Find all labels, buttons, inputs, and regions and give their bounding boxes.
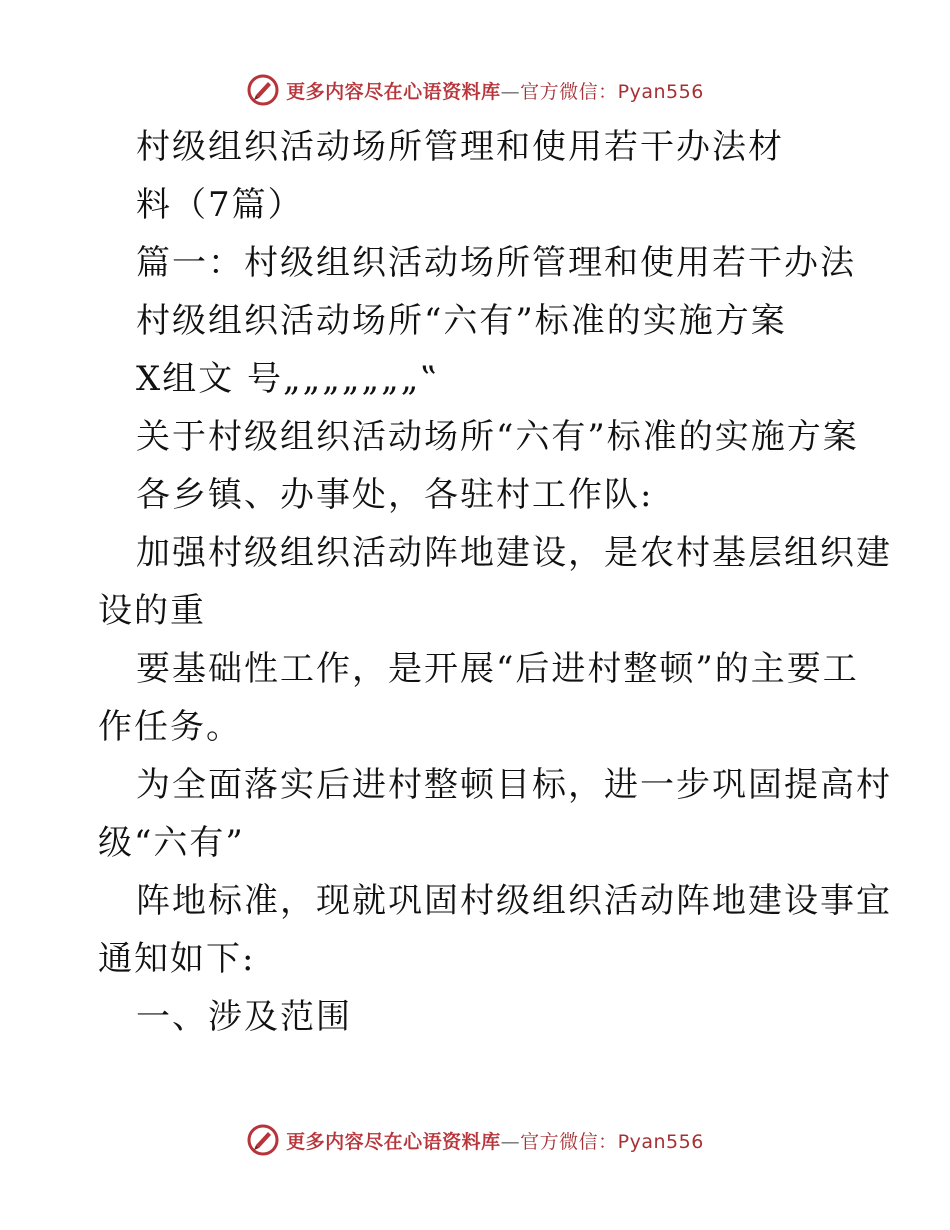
paragraph-line: 阵地标准，现就巩固村级组织活动阵地建设事宜 <box>136 881 892 921</box>
paragraph-line: 设的重 <box>98 591 206 631</box>
paragraph-line: 通知如下: <box>98 939 256 979</box>
watermark-contact: 官方微信：Pyan556 <box>520 80 704 103</box>
document-title-line-1: 村级组织活动场所管理和使用若干办法材 <box>136 127 784 167</box>
brand-logo-icon <box>246 73 280 107</box>
plan-title: 村级组织活动场所“六有”标准的实施方案 <box>136 301 787 341</box>
watermark-separator: — <box>500 1130 521 1153</box>
watermark-contact: 官方微信：Pyan556 <box>520 1130 704 1153</box>
section-heading: 篇一：村级组织活动场所管理和使用若干办法 <box>136 243 856 283</box>
paragraph-line: 级“六有” <box>98 823 245 863</box>
watermark-text <box>286 77 704 104</box>
subsection-heading: 一、涉及范围 <box>136 997 352 1037</box>
watermark-text <box>286 1127 704 1154</box>
document-number: X组文 号„„„„„„„‟ <box>136 359 440 399</box>
paragraph-line: 作任务。 <box>98 707 242 747</box>
watermark-brand: 更多内容尽在心语资料库 <box>286 80 501 103</box>
brand-logo-icon <box>246 1123 280 1157</box>
watermark-brand: 更多内容尽在心语资料库 <box>286 1130 501 1153</box>
paragraph-line: 为全面落实后进村整顿目标，进一步巩固提高村 <box>136 765 892 805</box>
document-title-line-2: 料（7篇） <box>136 185 304 225</box>
notice-title: 关于村级组织活动场所“六有”标准的实施方案 <box>136 417 859 457</box>
watermark-header <box>0 70 950 110</box>
addressee: 各乡镇、办事处，各驻村工作队: <box>136 475 654 515</box>
paragraph-line: 加强村级组织活动阵地建设，是农村基层组织建 <box>136 533 892 573</box>
watermark-separator: — <box>500 80 521 103</box>
document-body <box>98 118 892 1046</box>
watermark-footer <box>0 1120 950 1160</box>
paragraph-line: 要基础性工作，是开展“后进村整顿”的主要工 <box>136 649 859 689</box>
